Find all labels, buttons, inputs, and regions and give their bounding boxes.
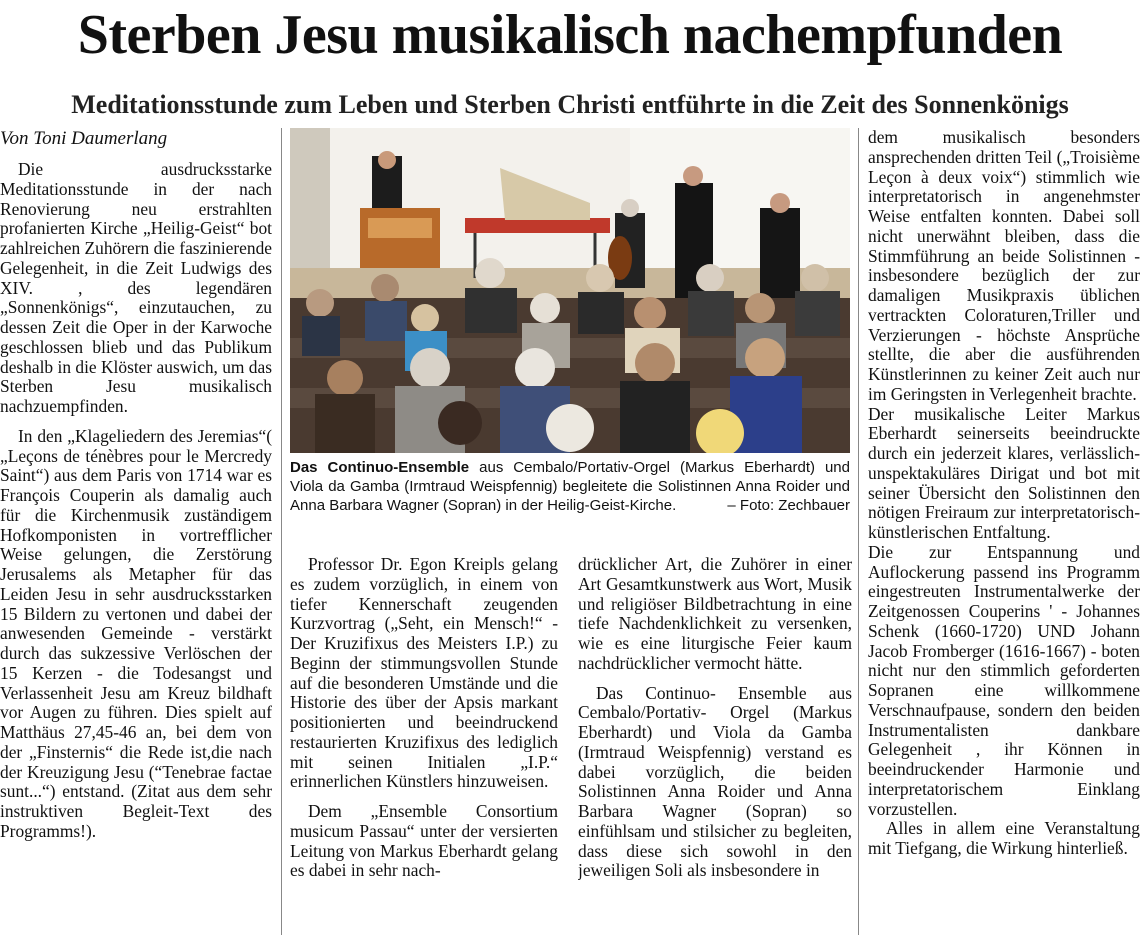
headline: Sterben Jesu musikalisch nachempfunden: [77, 4, 1063, 66]
paragraph: Die zur Entspannung und Auflockerung passend ins Programm eingestreuten Instrumentalwerke der Zeitgenossen Couperins ' - Johannes Schenk (1660-1720) UND Johann Jacob Fromberger (1616-1667) - boten nicht nur den stimmlich geforderten Sopranen eine willkommene Verschnaufpause, sondern den beiden Instrumentalisten dankbare Gelegenheit , ihr Können in beeindruckender Harmonie und interpretatorischem Einklang vorzustellen.: [868, 541, 1140, 819]
article-column-1: [0, 160, 272, 935]
paragraph: Alles in allem eine Veranstaltung mit Tiefgang, die Wirkung hinterließ.: [868, 818, 1140, 858]
article-column-3: [578, 555, 852, 935]
article-column-2: [290, 555, 558, 935]
article-column-4: [868, 128, 1140, 935]
paragraph: Das Continuo- Ensemble aus Cembalo/Portativ- Orgel (Markus Eberhardt) und Viola da Gamba (Irmtraud Weispfennig) verstand es dabei vorzüglich, die beiden Solistinnen Anna Roider und Anna Barbara Wagner (Sopran) so einfühlsam und stilsicher zu begleiten, dass diese sich sowohl in den jeweiligen Soli als insbesondere in: [578, 682, 852, 881]
paragraph: In den „Klageliedern des Jeremias“( „Leçons de ténèbres pour le Mercredy Saint“) aus dem Paris von 1714 war es François Couperin als damalig auch für die Kirchenmusik zuständigem Hofkomponisten in vortrefflicher Weise gelungen, die Zerstörung Jerusalems als Metapher für das Leiden Jesu in sehr ausdrucksstarken 15 Bildern zu vertonen und dabei der anwesenden Gemeinde - verstärkt durch das sukzessive Verlöschen der 15 Kerzen - die Todesangst und Verlassenheit Jesu am Kreuz bildhaft vor Augen zu führen. Dies spielt auf Matthäus 27,45-46 an, bei dem von der „Finsternis“ die Rede ist,die nach der Kreuzigung Jesu (“Tenebrae factae sunt...“) entstand. (Zitat aus dem sehr instruktiven Begleit-Text des Programms!).: [0, 425, 272, 841]
caption-text: aus Cembalo/Portativ-Orgel (Markus Eberhardt) und Viola da Gamba (Irmtraud Weispfennig) begleitete die Solistinnen Anna Roider und Anna Barbara Wagner (Sopran) in der Heilig-Geist-Kirche.: [290, 459, 850, 514]
paragraph: dem musikalisch besonders ansprechenden dritten Teil („Troisième Leçon à deux voix“) stimmlich wie interpretatorisch in angenehmster Weise entfalten konnten. Dabei soll nicht unerwähnt bleiben, dass die Stimmführung an beide Solistinnen - insbesondere bezüglich der zur damaligen Musikpraxis üblichen vertrackten Coloraturen,Triller und Verzierungen - höchste Ansprüche stellte, die aber die ausführenden Künstlerinnen zu keiner Zeit auch nur im Geringsten in Verlegenheit brachte.: [868, 128, 1140, 404]
paragraph: Die ausdrucksstarke Meditationsstunde in der nach Renovierung neu erstrahlten profanierten Kirche „Heilig-Geist“ bot zahlreichen Zuhörern die faszinierende Gelegenheit, in die Zeit Ludwigs des XIV. , des legendären „Sonnenkönigs“, einzutauchen, zu dessen Zeit die Oper in der Karwoche geschlossen blieb und das Publikum deshalb in die Klöster auswich, um das Sterben Jesu musikalisch nachzuempfinden.: [0, 160, 272, 416]
photo-credit: – Foto: Zechbauer: [727, 497, 850, 514]
column-rule: [281, 128, 282, 935]
paragraph: Der musikalische Leiter Markus Eberhardt seinerseits beeindruckte durch ein jederzeit klares, verlässlich-unspektakuläres Dirigat und bot mit seiner Übersicht den Solistinnen den nötigen Freiraum zur interpretatorisch- künstlerischen Entfaltung.: [868, 403, 1140, 542]
column-rule: [858, 128, 859, 935]
paragraph: drücklicher Art, die Zuhörer in einer Art Gesamtkunstwerk aus Wort, Musik und religiöser Bildbetrachtung in eine tiefe Nachdenklichkeit zu versenken, wie es eine liturgische Feier kaum nachdrücklicher vermocht hätte.: [578, 555, 852, 673]
concert-photo-illustration: [290, 128, 850, 453]
concert-photo: [290, 128, 850, 453]
paragraph: Dem „Ensemble Consortium musicum Passau“ unter der versierten Leitung von Markus Eberhardt gelang es dabei in sehr nach-: [290, 801, 558, 881]
photo-caption: [290, 458, 850, 515]
caption-lead: Das Continuo-Ensemble: [290, 459, 470, 476]
subheadline: Meditationsstunde zum Leben und Sterben Christi entführte in die Zeit des Sonnenkönigs: [71, 90, 1069, 119]
paragraph: Professor Dr. Egon Kreipls gelang es zudem vorzüglich, in einem von tiefer Kennerschaft zeugenden Kurzvortrag („Seht, ein Mensch!“ - Der Kruzifixus des Meisters I.P.) zu Beginn der stimmungsvollen Stunde auf die besonderen Umstände und die Historie des über der Apsis markant positionierten und beeindruckend restaurierten Kruzifixus des lediglich mit seinen Initialen „I.P.“ erinnerlichen Künstlers hinzuweisen.: [290, 555, 558, 792]
byline: Von Toni Daumerlang: [0, 128, 168, 149]
